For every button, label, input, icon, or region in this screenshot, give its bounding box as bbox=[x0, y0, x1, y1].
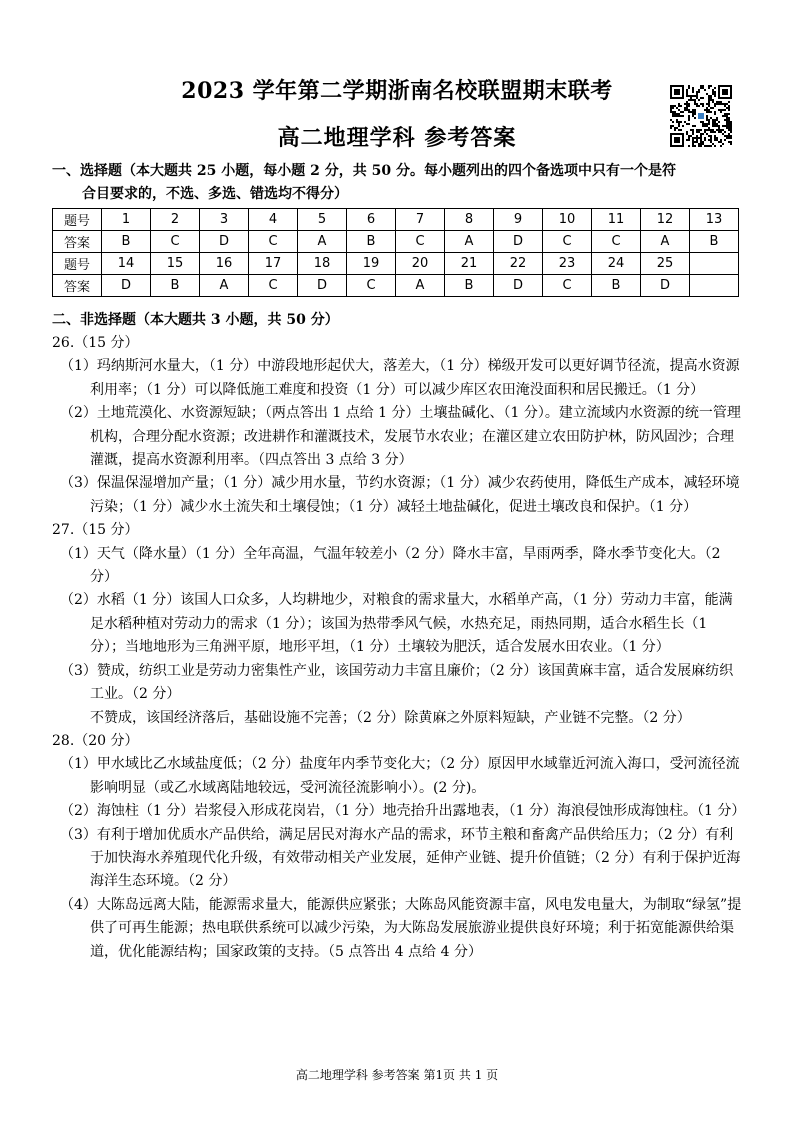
row-label: 答案 bbox=[53, 231, 102, 253]
answer-26-3: （3）保温保湿增加产量；（1 分）减少用水量，节约水资源；（1 分）减少农药使用，降低生产成本，减轻环境污染；（1 分）减少水土流失和土壤侵蚀；（1 分）减轻土地盐碱化，促进土壤改良和保护。（1 分） bbox=[60, 475, 740, 515]
answer-cell: D bbox=[641, 275, 690, 297]
answer-cell: B bbox=[592, 275, 641, 297]
answer-cell: C bbox=[249, 275, 298, 297]
answer-cell: C bbox=[543, 231, 592, 253]
question-number bbox=[690, 253, 739, 275]
question-number: 13 bbox=[690, 209, 739, 231]
question-number: 24 bbox=[592, 253, 641, 275]
question-28-number: 28.（20 分） bbox=[52, 732, 139, 749]
question-number: 8 bbox=[445, 209, 494, 231]
answer-28-4: （4）大陈岛远离大陆，能源需求量大，能源供应紧张；大陈岛风能资源丰富，风电发电量大，为制取“绿氢”提供了可再生能源；热电联供系统可以减少污染，为大陈岛发展旅游业提供良好环境；利于拓宽能源供给渠道，优化能源结构；国家政策的支持。（5 点答出 4 点给 4 分） bbox=[60, 896, 742, 960]
answer-26-1: （1）玛纳斯河水量大，（1 分）中游段地形起伏大，落差大，（1 分）梯级开发可以更好调节径流，提高水资源利用率；（1 分）可以降低施工难度和投资（1 分）可以减少库区农田淹没面积和居民搬迁。（1 分） bbox=[60, 358, 740, 398]
question-number: 21 bbox=[445, 253, 494, 275]
row-label: 题号 bbox=[53, 253, 102, 275]
table-row bbox=[53, 253, 739, 275]
answer-28-1: （1）甲水域比乙水域盐度低；（2 分）盐度年内季节变化大；（2 分）原因甲水域靠近河流入海口，受河流径流影响明显（或乙水域离陆地较远，受河流径流影响小）。(2 分)。 bbox=[60, 756, 740, 796]
section1-heading-text: 一、选择题（本大题共 25 小题，每小题 2 分，共 50 分。每小题列出的四个备选项中只有一个是符 bbox=[52, 163, 676, 179]
question-number: 4 bbox=[249, 209, 298, 231]
answer-cell: D bbox=[298, 275, 347, 297]
answer-cell: B bbox=[445, 275, 494, 297]
page-subtitle: 高二地理学科 参考答案 bbox=[277, 125, 517, 151]
answer-cell: B bbox=[347, 231, 396, 253]
question-number: 14 bbox=[102, 253, 151, 275]
page-title: 2023 学年第二学期浙南名校联盟期末联考 bbox=[181, 78, 613, 104]
answer-cell: A bbox=[445, 231, 494, 253]
section1-heading-cont: 合目要求的，不选、多选、错选均不得分） bbox=[82, 186, 348, 202]
answer-cell: A bbox=[396, 275, 445, 297]
question-number: 1 bbox=[102, 209, 151, 231]
answer-cell: C bbox=[249, 231, 298, 253]
qr-code-icon bbox=[670, 85, 732, 147]
answer-cell: D bbox=[200, 231, 249, 253]
question-number: 12 bbox=[641, 209, 690, 231]
answer-27-2: （2）水稻（1 分）该国人口众多，人均耕地少，对粮食的需求量大，水稻单产高，（1 分）劳动力丰富，能满足水稻种植对劳动力的需求（1 分）；该国为热带季风气候，水热充足，雨热同期，适合水稻生长（1 分）；当地地形为三角洲平原，地形平坦，（1 分）土壤较为肥沃，适合发展水田农业。（1 分） bbox=[60, 592, 733, 656]
question-number: 2 bbox=[151, 209, 200, 231]
answer-cell: B bbox=[690, 231, 739, 253]
question-number: 18 bbox=[298, 253, 347, 275]
answer-cell: C bbox=[592, 231, 641, 253]
answer-28-2: （2）海蚀柱（1 分）岩浆侵入形成花岗岩，（1 分）地壳抬升出露地表，（1 分）海浪侵蚀形成海蚀柱。（1 分） bbox=[60, 803, 746, 820]
answer-cell: D bbox=[494, 231, 543, 253]
question-number: 15 bbox=[151, 253, 200, 275]
question-number: 11 bbox=[592, 209, 641, 231]
question-27-number: 27.（15 分） bbox=[52, 522, 139, 539]
row-label: 答案 bbox=[53, 275, 102, 297]
question-number: 10 bbox=[543, 209, 592, 231]
answer-cell: A bbox=[200, 275, 249, 297]
answer-cell: C bbox=[151, 231, 200, 253]
table-row bbox=[53, 231, 739, 253]
question-number: 22 bbox=[494, 253, 543, 275]
question-26-number: 26.（15 分） bbox=[52, 335, 139, 351]
question-number: 9 bbox=[494, 209, 543, 231]
answer-table bbox=[52, 208, 739, 297]
question-number: 19 bbox=[347, 253, 396, 275]
question-number: 16 bbox=[200, 253, 249, 275]
answer-body bbox=[52, 332, 746, 964]
question-number: 6 bbox=[347, 209, 396, 231]
answer-27-3-alt: 不赞成，该国经济落后，基础设施不完善；（2 分）除黄麻之外原料短缺，产业链不完整。（2 分） bbox=[90, 709, 691, 726]
answer-26-2: （2）土地荒漠化、水资源短缺；（两点答出 1 点给 1 分）土壤盐碱化、（1 分）。建立流域内水资源的统一管理机构，合理分配水资源；改进耕作和灌溉技术，发展节水农业；在灌区建立农田防护林，防风固沙；合理灌溉，提高水资源利用率。（四点答出 3 点给 3 分） bbox=[60, 405, 741, 469]
answer-cell: C bbox=[396, 231, 445, 253]
question-number: 25 bbox=[641, 253, 690, 275]
answer-cell: C bbox=[347, 275, 396, 297]
question-number: 20 bbox=[396, 253, 445, 275]
answer-cell: C bbox=[543, 275, 592, 297]
answer-28-3: （3）有利于增加优质水产品供给，满足居民对海水产品的需求，环节主粮和畜禽产品供给压力；（2 分）有利于加快海水养殖现代化升级，有效带动相关产业发展，延伸产业链、提升价值链；（2 分）有利于保护近海海洋生态环境。（2 分） bbox=[60, 826, 741, 890]
answer-27-1: （1）天气（降水量）（1 分）全年高温，气温年较差小（2 分）降水丰富，旱雨两季，降水季节变化大。（2 分） bbox=[60, 545, 721, 586]
table-row bbox=[53, 209, 739, 231]
answer-cell: B bbox=[102, 231, 151, 253]
question-number: 3 bbox=[200, 209, 249, 231]
answer-cell: D bbox=[102, 275, 151, 297]
answer-cell: A bbox=[298, 231, 347, 253]
row-label: 题号 bbox=[53, 209, 102, 231]
answer-27-3: （3）赞成，纺织工业是劳动力密集性产业，该国劳动力丰富且廉价；（2 分）该国黄麻丰富，适合发展麻纺织工业。（2 分） bbox=[60, 662, 734, 703]
table-row bbox=[53, 275, 739, 297]
question-number: 7 bbox=[396, 209, 445, 231]
answer-cell bbox=[690, 275, 739, 297]
question-number: 17 bbox=[249, 253, 298, 275]
answer-cell: B bbox=[151, 275, 200, 297]
section1-heading bbox=[52, 160, 742, 206]
question-number: 5 bbox=[298, 209, 347, 231]
section2-heading: 二、非选择题（本大题共 3 小题，共 50 分） bbox=[52, 312, 339, 328]
answer-cell: D bbox=[494, 275, 543, 297]
page-footer: 高二地理学科 参考答案 第1页 共 1 页 bbox=[295, 1068, 499, 1082]
question-number: 23 bbox=[543, 253, 592, 275]
answer-cell: A bbox=[641, 231, 690, 253]
